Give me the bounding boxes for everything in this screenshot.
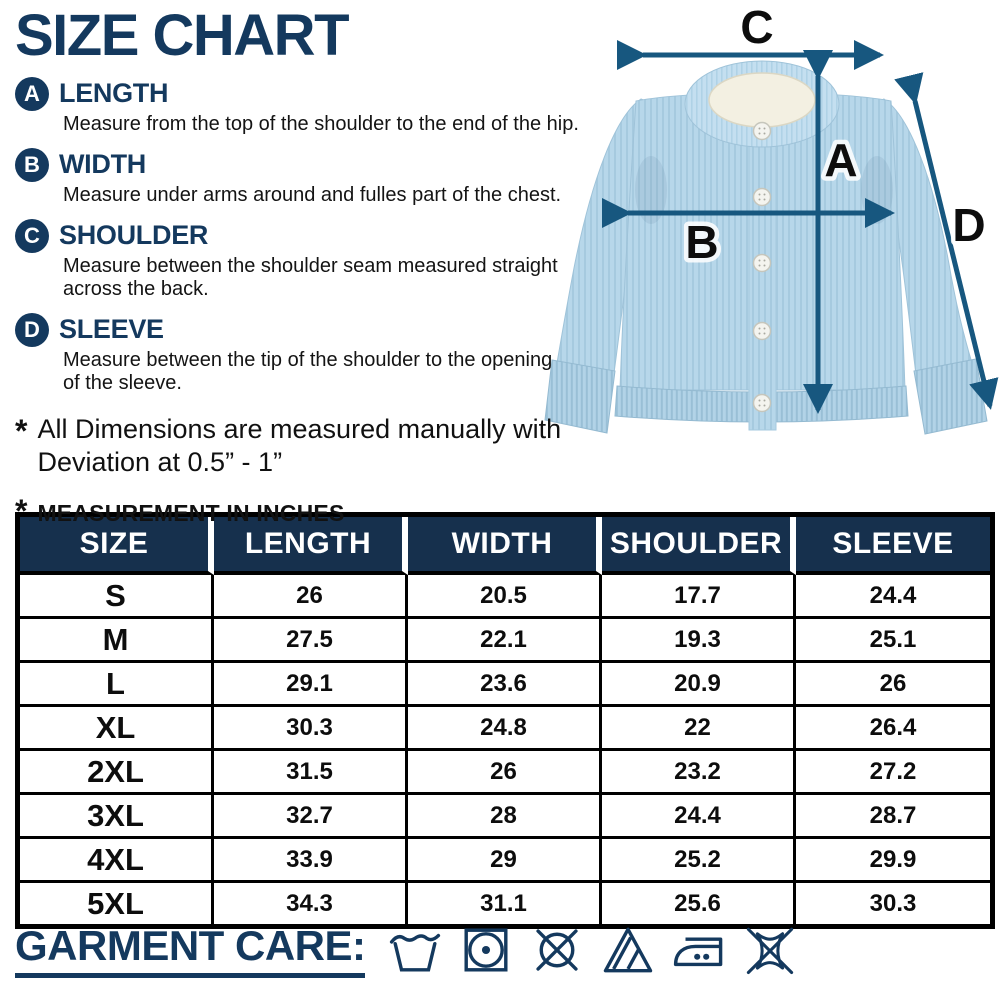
column-header-size: SIZE [20, 517, 214, 575]
measure-cell: 24.4 [602, 792, 796, 836]
measure-cell: 17.7 [602, 575, 796, 616]
collar-inner [709, 73, 815, 127]
page-title: SIZE CHART [15, 3, 348, 68]
measure-cell: 31.5 [214, 748, 408, 792]
note-line: Deviation at 0.5” - 1” [37, 446, 283, 477]
size-table-wrapper [15, 512, 995, 929]
definition-head [15, 219, 600, 253]
measure-cell: 26 [796, 660, 990, 704]
letter-a-badge: A [15, 77, 49, 111]
do-not-wring-icon [743, 923, 797, 977]
size-cell: L [20, 660, 214, 704]
right-cuff [914, 359, 987, 434]
asterisk: * [15, 492, 28, 529]
size-table [20, 517, 990, 924]
size-table-body [20, 575, 990, 924]
measure-cell: 26 [408, 748, 602, 792]
column-header-shoulder: SHOULDER [602, 517, 796, 575]
do-not-dry-clean-icon [530, 923, 584, 977]
note-line: All Dimensions are measured manually with [37, 413, 562, 444]
definition-term-sleeve: SLEEVE [59, 314, 164, 345]
note-units [15, 493, 600, 527]
definition-term-shoulder: SHOULDER [59, 220, 209, 251]
definition-sleeve [15, 313, 600, 395]
garment-care-label: GARMENT CARE: [15, 922, 365, 978]
definition-shoulder [15, 219, 600, 301]
definition-desc-sleeve: Measure between the tip of the shoulder to the opening of the sleeve. [63, 348, 553, 394]
button-placket [749, 130, 776, 430]
measure-cell: 25.6 [602, 880, 796, 924]
measure-cell: 22 [602, 704, 796, 748]
definition-head [15, 148, 600, 182]
definition-term-length: LENGTH [59, 78, 169, 109]
size-cell: 4XL [20, 836, 214, 880]
definition-head [15, 77, 600, 111]
table-row [20, 575, 990, 616]
jacket-diagram [535, 0, 1000, 525]
definition-length [15, 77, 600, 136]
measure-cell: 24.4 [796, 575, 990, 616]
garment-care-section [15, 922, 990, 978]
size-cell: M [20, 616, 214, 660]
notes [15, 413, 600, 527]
measure-cell: 32.7 [214, 792, 408, 836]
measure-cell: 19.3 [602, 616, 796, 660]
label-length-a: A [824, 134, 858, 186]
table-row [20, 616, 990, 660]
measure-cell: 22.1 [408, 616, 602, 660]
note-text [37, 413, 561, 479]
table-row [20, 880, 990, 924]
note-line: MEASUREMENT IN INCHES [37, 499, 345, 526]
definition-term-width: WIDTH [59, 149, 146, 180]
table-row [20, 704, 990, 748]
measure-cell: 30.3 [796, 880, 990, 924]
measure-cell: 25.1 [796, 616, 990, 660]
measure-cell: 33.9 [214, 836, 408, 880]
table-row [20, 660, 990, 704]
measure-cell: 31.1 [408, 880, 602, 924]
label-width-b: B [685, 216, 719, 268]
table-row [20, 748, 990, 792]
measure-cell: 23.6 [408, 660, 602, 704]
letter-b-badge: B [15, 148, 49, 182]
definition-desc-width: Measure under arms around and fulles part of the chest. [63, 183, 562, 206]
measure-cell: 27.2 [796, 748, 990, 792]
measure-cell: 20.9 [602, 660, 796, 704]
iron-icon [672, 923, 726, 977]
measure-cell: 29.1 [214, 660, 408, 704]
asterisk: * [15, 412, 28, 449]
table-row [20, 836, 990, 880]
measure-cell: 29.9 [796, 836, 990, 880]
measure-cell: 28 [408, 792, 602, 836]
size-cell: 5XL [20, 880, 214, 924]
letter-d-badge: D [15, 313, 49, 347]
size-cell: S [20, 575, 214, 616]
table-row [20, 792, 990, 836]
measure-cell: 26.4 [796, 704, 990, 748]
measure-cell: 20.5 [408, 575, 602, 616]
size-cell: 3XL [20, 792, 214, 836]
label-shoulder-c: C [740, 1, 774, 53]
note-deviation [15, 413, 600, 479]
non-chlorine-bleach-icon [601, 923, 655, 977]
machine-wash-icon [388, 923, 442, 977]
definition-width [15, 148, 600, 207]
definition-head [15, 313, 600, 347]
measure-cell: 24.8 [408, 704, 602, 748]
size-cell: 2XL [20, 748, 214, 792]
letter-c-badge: C [15, 219, 49, 253]
definition-desc-shoulder: Measure between the shoulder seam measured straight across the back. [63, 254, 558, 300]
note-text [37, 493, 344, 527]
jacket-illustration [535, 0, 1000, 525]
label-sleeve-d: D [952, 199, 986, 251]
left-column [15, 3, 600, 541]
measure-cell: 26 [214, 575, 408, 616]
size-cell: XL [20, 704, 214, 748]
column-header-width: WIDTH [408, 517, 602, 575]
measure-cell: 25.2 [602, 836, 796, 880]
definition-desc-length: Measure from the top of the shoulder to the end of the hip. [63, 112, 579, 135]
measure-cell: 34.3 [214, 880, 408, 924]
measure-cell: 23.2 [602, 748, 796, 792]
tumble-dry-icon [459, 923, 513, 977]
measure-cell: 29 [408, 836, 602, 880]
measure-cell: 28.7 [796, 792, 990, 836]
measure-cell: 27.5 [214, 616, 408, 660]
column-header-sleeve: SLEEVE [796, 517, 990, 575]
measure-cell: 30.3 [214, 704, 408, 748]
column-header-length: LENGTH [214, 517, 408, 575]
